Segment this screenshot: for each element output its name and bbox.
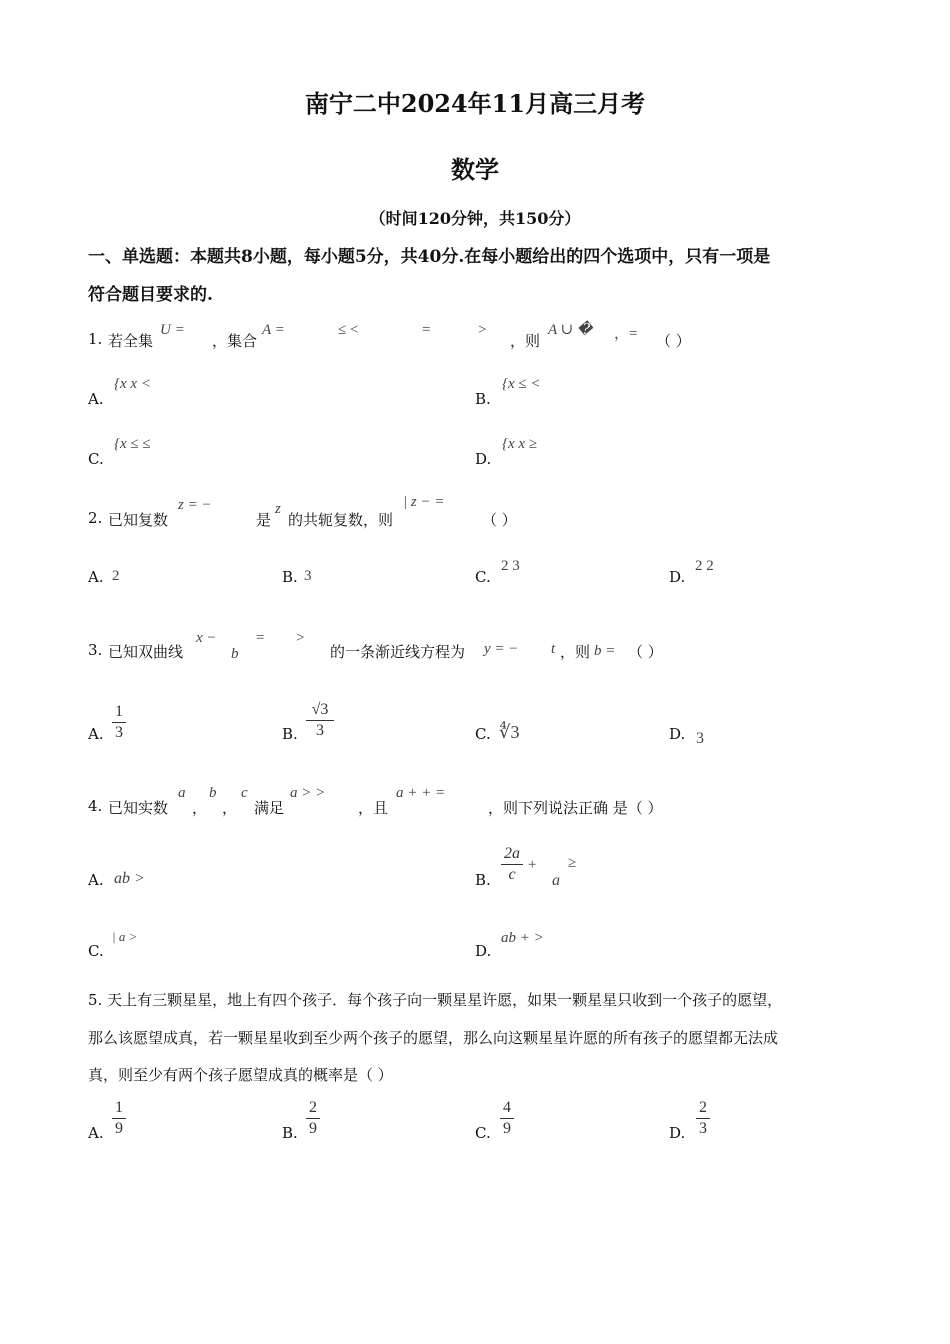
option-label: A.: [88, 725, 104, 743]
fraction-denominator: 3: [699, 1120, 707, 1137]
fraction-denominator: c: [508, 866, 516, 883]
option-math: ab + >: [501, 930, 544, 946]
fraction-numerator: √3: [311, 701, 329, 718]
option-fraction: [112, 703, 126, 742]
question-text: ，且: [358, 799, 389, 817]
math-fragment: b: [231, 646, 239, 662]
question-text: ，则: [510, 332, 541, 350]
fraction-denominator: 3: [115, 724, 123, 741]
fraction-numerator: 4: [503, 1099, 511, 1116]
option-label: B.: [282, 725, 298, 743]
option-fraction: [501, 845, 523, 884]
math-variable: a: [178, 785, 186, 801]
option-label: D.: [669, 725, 686, 743]
fraction-bar: [696, 1118, 710, 1119]
math-fragment: x −: [196, 630, 217, 646]
option-value: 2: [112, 568, 120, 584]
time-note: （时间120分钟，共150分）: [369, 209, 581, 228]
option-value: 3: [696, 730, 704, 747]
question-number: 2.: [88, 509, 103, 527]
option-label: C.: [475, 725, 491, 743]
option-label: C.: [88, 450, 104, 468]
question-number: 3.: [88, 641, 103, 659]
question-text: ，则: [560, 643, 591, 661]
math-variable: c: [241, 785, 248, 801]
option-fraction: [306, 701, 334, 740]
option-value: ∜3: [499, 722, 520, 742]
option-math: {x x <: [114, 376, 151, 392]
math-fragment: | z − =: [403, 494, 445, 510]
question-text: 真，则至少有两个孩子愿望成真的概率是（ ）: [88, 1066, 393, 1084]
question-text: 那么该愿望成真，若一颗星星收到至少两个孩子的愿望，那么向这颗星星许愿的所有孩子的愿望都无法成: [88, 1029, 779, 1047]
option-label: C.: [88, 942, 104, 960]
comma: ，: [222, 799, 238, 817]
question-text: 满足: [254, 799, 285, 817]
subject-title: 数学: [451, 155, 499, 184]
option-label: B.: [475, 871, 491, 889]
math-variable: b: [209, 785, 217, 801]
question-number: 1.: [88, 330, 103, 348]
fraction-numerator: 1: [115, 1099, 123, 1116]
option-label: A.: [88, 390, 104, 408]
math-fragment: z: [275, 501, 281, 517]
math-fragment: >: [478, 322, 487, 338]
fraction-denominator: 9: [309, 1120, 317, 1137]
math-fragment: y = −: [484, 641, 519, 657]
fraction-numerator: 2: [699, 1099, 707, 1116]
fraction-bar: [306, 720, 334, 721]
math-fragment: U =: [160, 322, 185, 338]
math-fragment: =: [256, 630, 265, 646]
question-text: 5. 天上有三颗星星，地上有四个孩子．每个孩子向一颗星星许愿，如果一颗星星只收到一个孩子的愿望，: [88, 991, 783, 1009]
fraction-denominator: 3: [316, 722, 324, 739]
option-value: 2 2: [695, 558, 714, 574]
question-text: 已知双曲线: [108, 643, 184, 661]
math-fragment: a + + =: [396, 785, 446, 801]
option-label: C.: [475, 568, 491, 586]
answer-paren: （ ）: [482, 511, 517, 529]
option-fraction: [696, 1099, 710, 1138]
answer-paren: （ ）: [628, 643, 663, 661]
math-fragment: A ∪ �: [548, 322, 593, 338]
option-math: ab >: [114, 870, 145, 887]
fraction-numerator: 2a: [504, 845, 520, 862]
math-fragment: =: [422, 322, 431, 338]
option-label: D.: [475, 450, 492, 468]
fraction-numerator: 1: [115, 703, 123, 720]
option-value: 3: [304, 568, 312, 584]
option-label: D.: [669, 1124, 686, 1142]
math-fragment: a: [552, 872, 560, 889]
fraction-denominator: 9: [115, 1120, 123, 1137]
math-fragment: z = −: [178, 497, 212, 513]
fraction-denominator: 9: [503, 1120, 511, 1137]
math-fragment: a > >: [290, 785, 326, 801]
question-text: 若全集: [108, 332, 154, 350]
option-math: {x ≤ <: [502, 376, 541, 392]
fraction-bar: [112, 1118, 126, 1119]
option-fraction: [112, 1099, 126, 1138]
question-text: 是: [256, 511, 272, 529]
math-fragment: >: [296, 630, 305, 646]
math-fragment: b =: [594, 643, 616, 659]
fraction-bar: [501, 864, 523, 865]
math-fragment: t: [551, 641, 556, 657]
question-text: 已知复数: [108, 511, 169, 529]
option-fraction: [306, 1099, 320, 1138]
section-heading-line2: 符合题目要求的.: [88, 285, 213, 305]
option-math: {x ≤ ≤: [114, 436, 151, 452]
question-text: ，则下列说法正确 是（ ）: [488, 799, 663, 817]
option-label: B.: [475, 390, 491, 408]
option-label: B.: [282, 568, 298, 586]
section-heading-line1: 一、单选题：本题共8小题，每小题5分，共40分.在每小题给出的四个选项中，只有一项是: [88, 247, 771, 267]
option-label: B.: [282, 1124, 298, 1142]
option-label: D.: [475, 942, 492, 960]
option-math: {x x ≥: [502, 436, 538, 452]
question-text: ，集合: [212, 332, 258, 350]
page-title: 南宁二中2024年11月高三月考: [304, 89, 646, 118]
comma: ，: [192, 799, 208, 817]
option-value: 2 3: [501, 558, 520, 574]
question-text: 的一条渐近线方程为: [330, 643, 466, 661]
option-label: A.: [88, 568, 104, 586]
option-math: | a >: [112, 929, 138, 944]
math-fragment: ≤ <: [338, 322, 359, 338]
math-fragment: A =: [262, 322, 285, 338]
option-fraction: [500, 1099, 514, 1138]
option-label: C.: [475, 1124, 491, 1142]
option-label: A.: [88, 1124, 104, 1142]
question-number: 4.: [88, 797, 103, 815]
fraction-numerator: 2: [309, 1099, 317, 1116]
question-text: 已知实数: [108, 799, 169, 817]
fraction-bar: [112, 722, 126, 723]
math-fragment: ，=: [614, 326, 638, 342]
fraction-bar: [500, 1118, 514, 1119]
option-label: D.: [669, 568, 686, 586]
answer-paren: （ ）: [656, 332, 691, 350]
option-label: A.: [88, 871, 104, 889]
question-text: 的共轭复数，则: [288, 511, 394, 529]
math-fragment: ≥: [568, 855, 577, 871]
math-fragment: +: [528, 857, 537, 873]
fraction-bar: [306, 1118, 320, 1119]
